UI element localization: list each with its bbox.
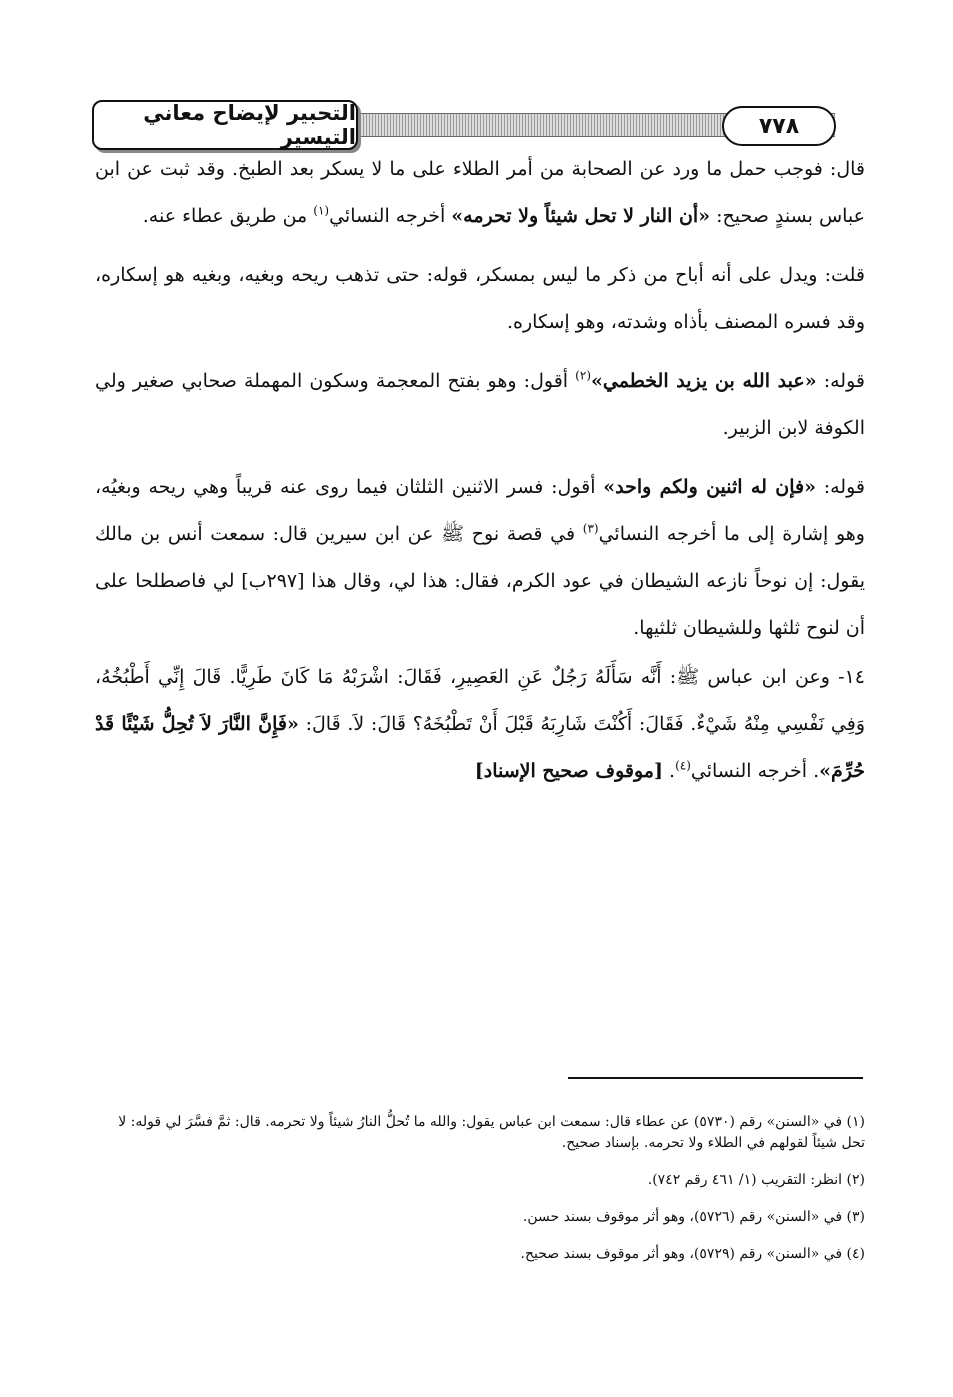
quoted-text: «عبد الله بن يزيد الخطمي» xyxy=(591,370,817,392)
paragraph-4 xyxy=(95,464,865,652)
text-segment: في قصة نوح ﷺ عن ابن سيرين قال: سمعت أنس بن مالك يقول: إن نوحاً نازعه الشيطان في عود الكرم، فقال: هذا لي، وقال هذا [٢٩٧ب] لي فاصطلحا على أن لنوح ثلثها وللشيطان ثلثيها. xyxy=(95,523,865,639)
footnote-3: (٣) في «السنن» رقم (٥٧٢٦)، وهو أثر موقوف بسند حسن. xyxy=(522,1209,865,1225)
text-segment: أقول: فسر الاثنين الثلثان فيما روى عنه قريباً وهي ريحه وبغيُه، وهو إشارة إلى ما أخرجه النسائي xyxy=(95,476,865,545)
book-title: التحبير لإيضاح معاني التيسير xyxy=(92,100,358,150)
footnote-ref-2[interactable]: (٢) xyxy=(575,368,591,383)
footnote-divider xyxy=(568,1077,863,1079)
footnotes xyxy=(95,1112,865,1281)
footnote-4: (٤) في «السنن» رقم (٥٧٢٩)، وهو أثر موقوف بسند صحيح. xyxy=(520,1246,865,1262)
text-segment: قلت: ويدل على أنه أباح من ذكر ما ليس بمسكر، قوله: حتى تذهب ريحه وبغيه، وبغيه هو إسكاره، وقد فسره المصنف بأذاه وشدته، وهو إسكاره. xyxy=(95,264,865,333)
text-segment: قوله: xyxy=(815,476,865,498)
page-header xyxy=(0,0,953,150)
quoted-text: «أن النار لا تحل شيئاً ولا تحرمه» xyxy=(451,205,711,227)
text-segment: . أخرجه النسائي xyxy=(690,760,820,782)
hadith-14 xyxy=(95,654,865,795)
page-number: ٧٧٨ xyxy=(722,106,836,146)
paragraph-2 xyxy=(95,252,865,346)
hadith-grade: [موقوف صحيح الإسناد] xyxy=(474,760,663,782)
footnote-ref-4[interactable]: (٤) xyxy=(675,758,691,773)
text-segment: قوله: xyxy=(816,370,865,392)
footnote-ref-3[interactable]: (٣) xyxy=(582,521,599,536)
quoted-text: «فإن له اثنين ولكم واحد» xyxy=(603,476,816,498)
footnote-2: (٢) انظر: التقريب (١/ ٤٦١ رقم ٧٤٢). xyxy=(647,1172,865,1188)
text-segment: قال: فوجب حمل ما ورد عن الصحابة من أمر الطلاء على ما لا يسكر بعد الطبخ. وقد ثبت عن ابن عباس بسندٍ صحيح: xyxy=(95,158,865,227)
text-segment: أقول: وهو بفتح المعجمة وسكون المهملة صحابي صغير ولي الكوفة لابن الزبير. xyxy=(95,370,865,439)
text-segment: من طريق عطاء عنه. xyxy=(142,205,314,227)
quoted-text: «فَإِنَّ النَّارَ لاَ تُحِلُّ شَيْئًا قَدْ حُرِّمَ» xyxy=(95,713,865,782)
footnote-ref-1[interactable]: (١) xyxy=(313,203,330,218)
text-segment: أخرجه النسائي xyxy=(329,205,452,227)
main-text xyxy=(95,146,865,807)
paragraph-1 xyxy=(95,146,865,240)
text-segment: . xyxy=(662,760,676,782)
paragraph-3 xyxy=(95,358,865,452)
text-segment: ١٤- وعن ابن عباس ﷺ: أَنَّه سَأَلَهُ رَجُلٌ عَنِ العَصِيرِ، فَقَالَ: اشْرَبْهُ مَا كَانَ طَرِيًّا. قَالَ إِنِّي أَطْبُخُهُ، وَفِي نَفْسِي مِنْهُ شَيْءٌ. فَقَالَ: أَكُنْتَ شَارِبَهُ قَبْلَ أَنْ تَطْبُخَهُ؟ قَالَ: لاَ. قَالَ: xyxy=(95,666,865,735)
footnote-1: (١) في «السنن» رقم (٥٧٣٠) عن عطاء قال: سمعت ابن عباس يقول: والله ما تُحلُّ النارُ شيئاً ولا تحرمه. قال: ثمَّ فسَّرَ لي قوله: لا تحل شيئاً لقولهم في الطلاء ولا تحرمه. بإسناد صحيح. xyxy=(118,1114,865,1151)
